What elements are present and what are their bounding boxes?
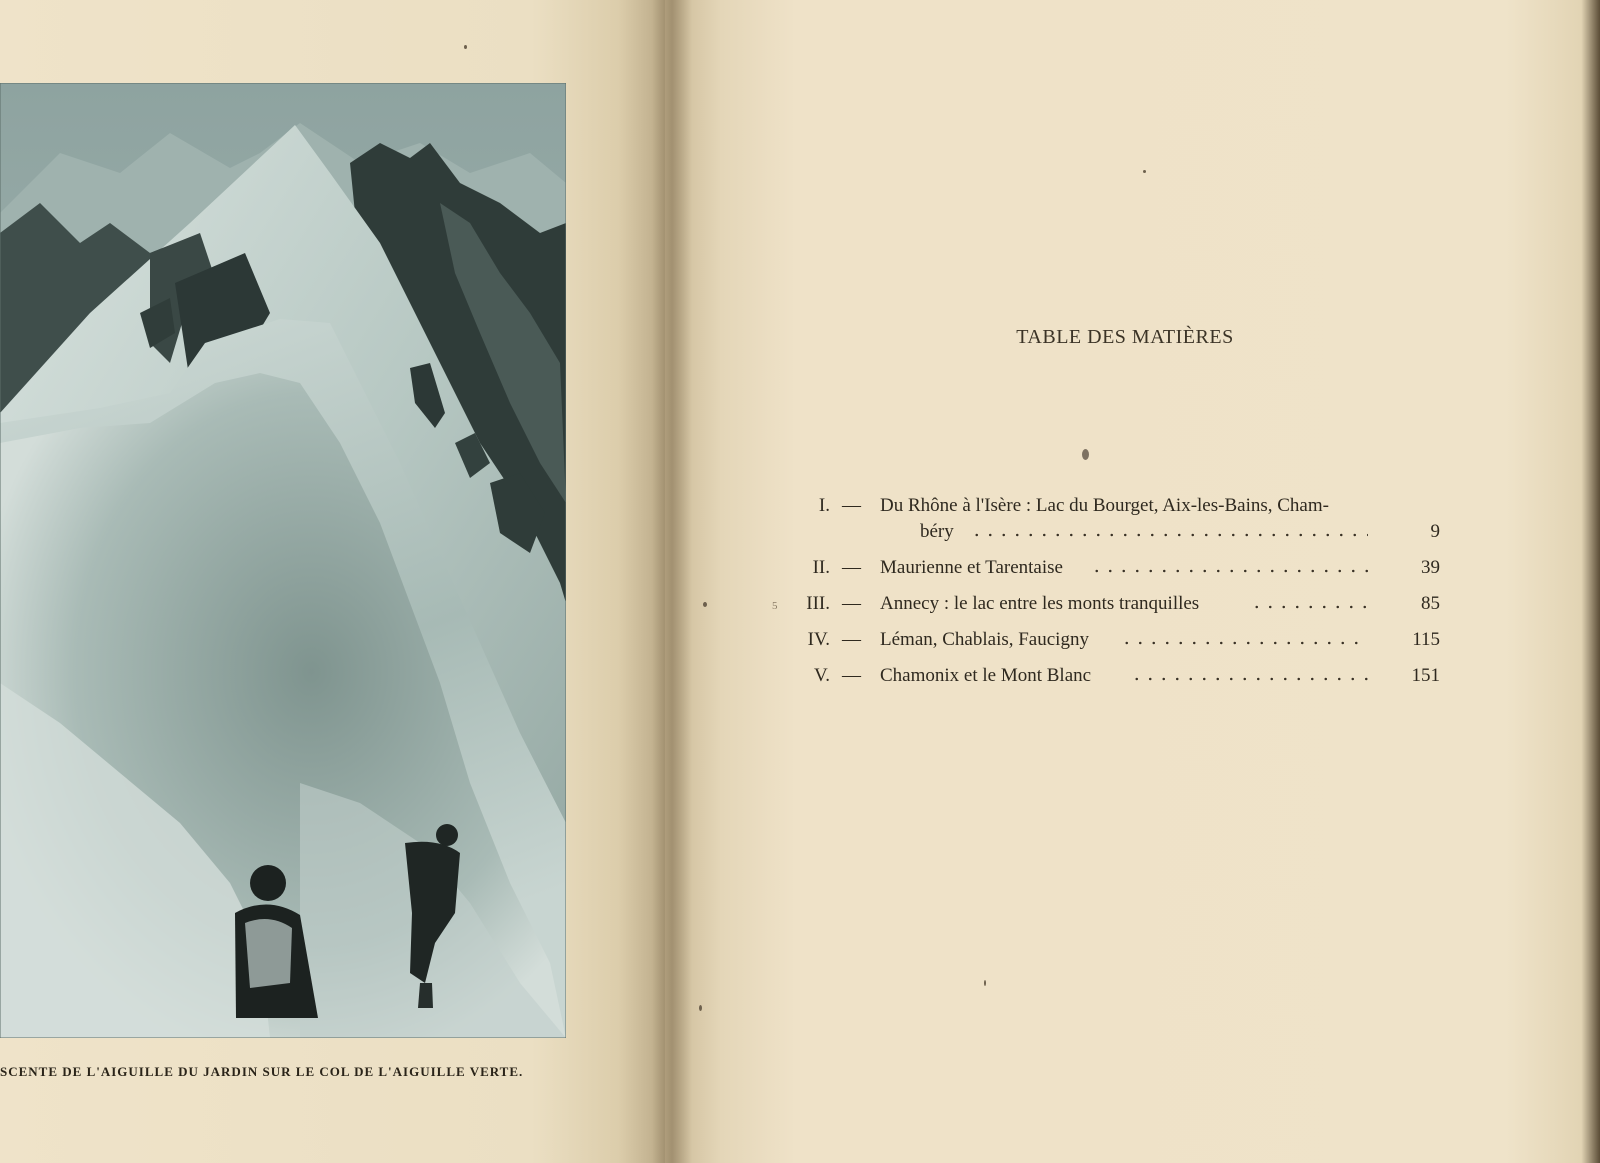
left-page — [0, 0, 665, 1163]
dot-leader — [1130, 669, 1368, 689]
book-gutter — [652, 0, 692, 1163]
toc-title-text: Du Rhône à l'Isère : Lac du Bourget, Aix-les-Bains, Cham- — [880, 495, 1329, 516]
margin-pencil-mark: 5 — [772, 600, 778, 612]
toc-dash: — — [842, 665, 861, 686]
dot-leader — [1090, 561, 1368, 581]
toc-numeral: V. — [813, 665, 830, 686]
toc-numeral: III. — [806, 593, 830, 614]
toc-title-text: Annecy : le lac entre les monts tranquilles — [880, 593, 1200, 614]
toc-page: 151 — [1411, 665, 1440, 686]
toc-title: TABLE DES MATIÈRES — [1016, 326, 1234, 348]
toc-page: 85 — [1421, 593, 1440, 614]
toc-numeral: II. — [812, 557, 830, 578]
dot-leader — [1120, 633, 1368, 653]
toc-entry — [760, 495, 1460, 542]
toc-page: 39 — [1421, 557, 1440, 578]
plate-caption: SCENTE DE L'AIGUILLE DU JARDIN SUR LE COL DE L'AIGUILLE VERTE. — [0, 1064, 524, 1079]
toc-entry — [760, 629, 1460, 657]
toc-page: 115 — [1412, 629, 1440, 650]
paper-speck — [703, 602, 707, 607]
ornament-dot — [1082, 449, 1089, 460]
toc-numeral: I. — [818, 495, 830, 516]
toc-dash: — — [842, 629, 861, 650]
toc-entry — [760, 665, 1460, 693]
toc-entry — [760, 557, 1460, 585]
toc-dash: — — [842, 495, 861, 516]
paper-speck — [1143, 170, 1146, 173]
toc-title-text: Maurienne et Tarentaise — [880, 557, 1063, 578]
paper-speck — [984, 980, 986, 986]
toc-title-text: Chamonix et le Mont Blanc — [880, 665, 1092, 686]
toc-dash: — — [842, 593, 861, 614]
toc-title-text: Léman, Chablais, Faucigny — [880, 629, 1089, 650]
dot-leader — [1250, 597, 1368, 617]
toc-numeral: IV. — [807, 629, 830, 650]
mountain-photograph — [0, 83, 566, 1038]
toc-dash: — — [842, 557, 861, 578]
paper-speck — [464, 45, 467, 49]
toc-entry — [760, 593, 1460, 621]
toc-page: 9 — [1430, 521, 1440, 542]
paper-speck — [699, 1005, 702, 1011]
dot-leader — [970, 525, 1368, 545]
toc-title-cont: béry — [920, 521, 954, 542]
